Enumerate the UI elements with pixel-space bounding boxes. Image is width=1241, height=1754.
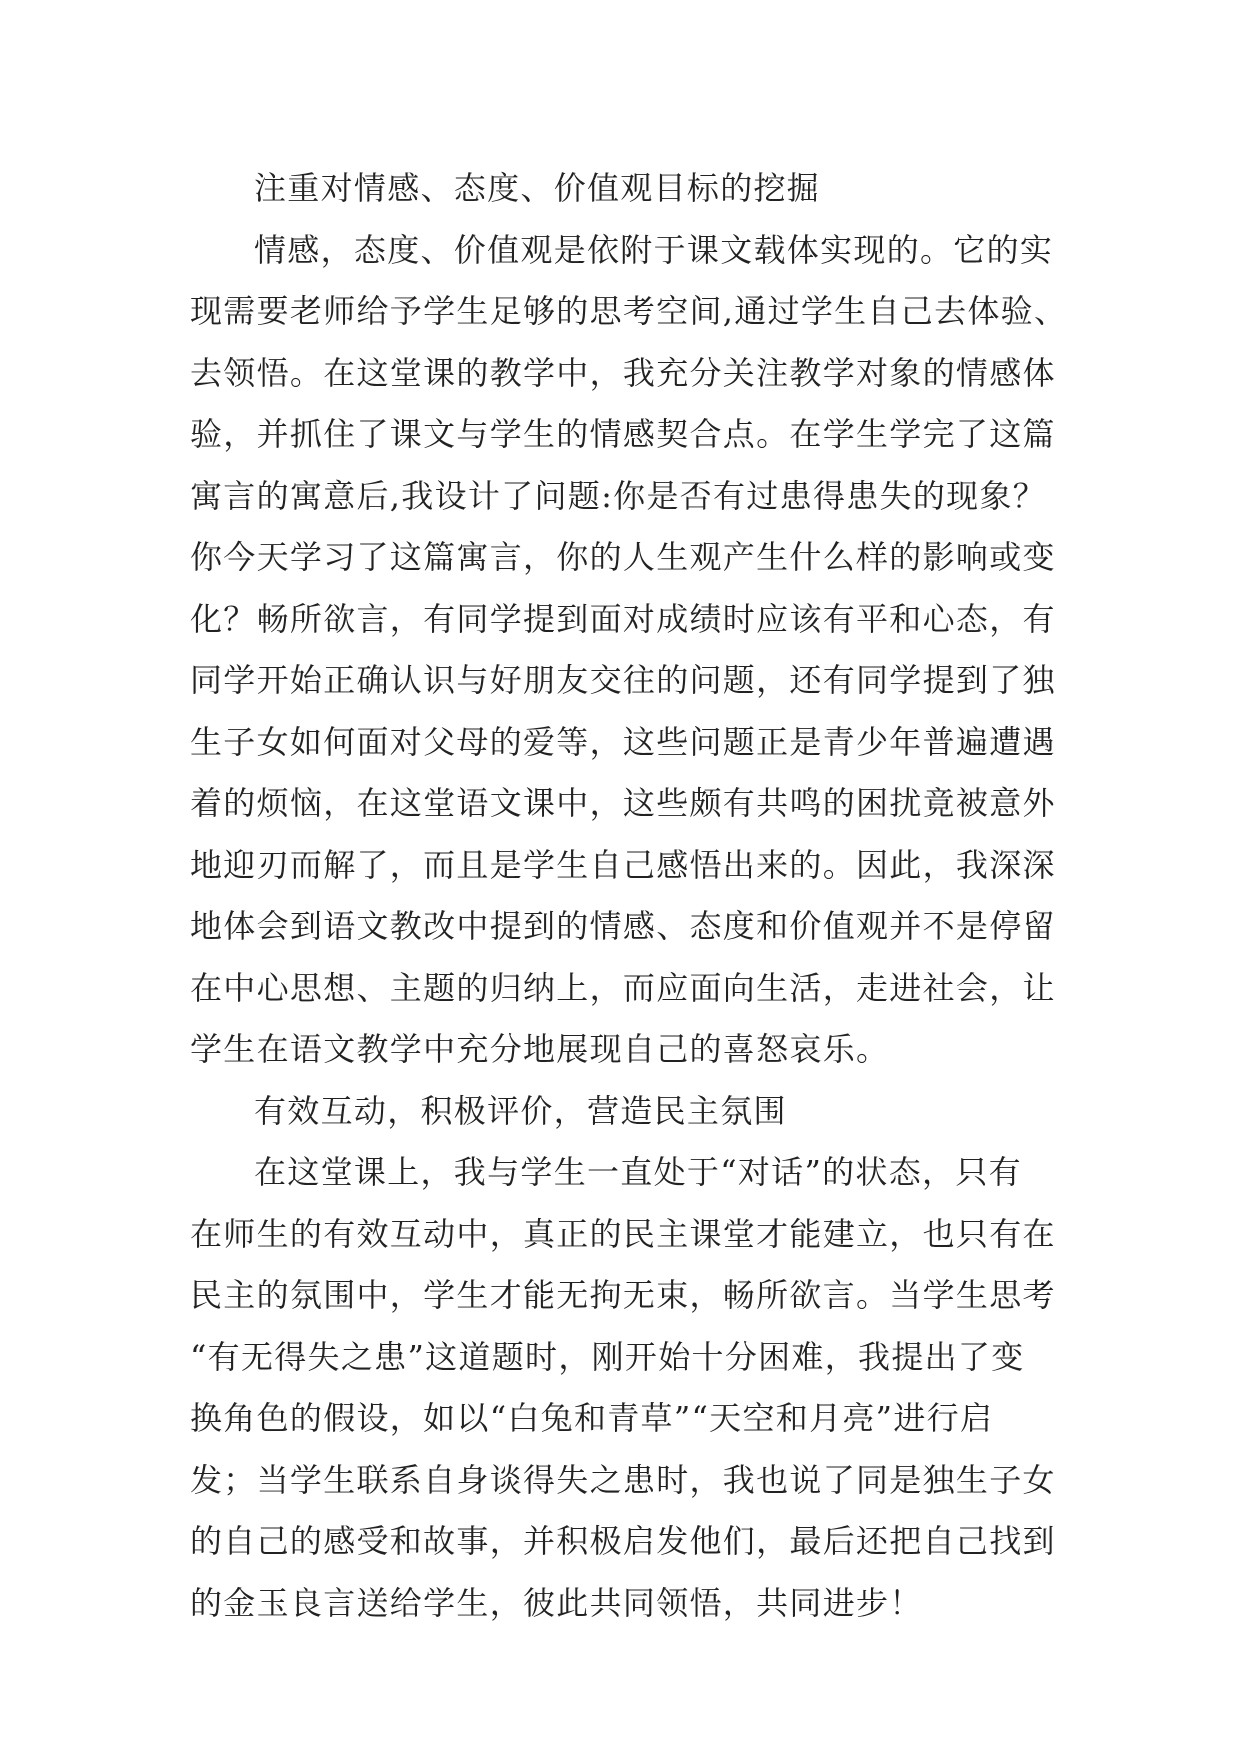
paragraph-line: 去领悟。在这堂课的教学中，我充分关注教学对象的情感体 [190, 353, 1056, 392]
paragraph-line: 验，并抓住了课文与学生的情感契合点。在学生学完了这篇 [190, 415, 1056, 453]
paragraph-line: 着的烦恼，在这堂语文课中，这些颇有共鸣的困扰竟被意外 [190, 784, 1056, 822]
section-heading-emotion: 注重对情感、态度、价值观目标的挖掘 [254, 169, 821, 207]
paragraph-line: 民主的氛围中，学生才能无拘无束，畅所欲言。当学生思考 [190, 1276, 1056, 1314]
paragraph-line: 换角色的假设，如以“白兔和青草”“天空和月亮”进行启 [190, 1399, 994, 1437]
paragraph-line: 在师生的有效互动中，真正的民主课堂才能建立，也只有在 [190, 1214, 1056, 1253]
paragraph-line: 同学开始正确认识与好朋友交往的问题，还有同学提到了独 [190, 661, 1056, 699]
paragraph-line: 地体会到语文教改中提到的情感、态度和价值观并不是停留 [190, 907, 1056, 945]
paragraph-line: 地迎刃而解了，而且是学生自己感悟出来的。因此，我深深 [190, 845, 1056, 884]
paragraph-line: 情感，态度、价值观是依附于课文载体实现的。它的实 [254, 230, 1054, 269]
paragraph-line: 生子女如何面对父母的爱等，这些问题正是青少年普遍遭遇 [190, 722, 1056, 761]
paragraph-line: 在中心思想、主题的归纳上，而应面向生活，走进社会，让 [190, 968, 1056, 1007]
document-body [190, 158, 1100, 1634]
paragraph-line: 的自己的感受和故事，并积极启发他们，最后还把自己找到 [190, 1522, 1056, 1560]
paragraph-line: 学生在语文教学中充分地展现自己的喜怒哀乐。 [190, 1030, 890, 1068]
paragraph-line: 的金玉良言送给学生，彼此共同领悟，共同进步！ [190, 1583, 923, 1622]
paragraph-line: 化？畅所欲言，有同学提到面对成绩时应该有平和心态，有 [190, 599, 1056, 638]
paragraph-line: 你今天学习了这篇寓言，你的人生观产生什么样的影响或变 [190, 538, 1056, 576]
paragraph-line: 寓言的寓意后,我设计了问题:你是否有过患得患失的现象？ [190, 476, 1047, 515]
paragraph-line: 在这堂课上，我与学生一直处于“对话”的状态，只有 [254, 1153, 1022, 1191]
paragraph-line: “有无得失之患”这道题时，刚开始十分困难，我提出了变 [190, 1337, 1025, 1376]
section-heading-interaction: 有效互动，积极评价，营造民主氛围 [254, 1091, 787, 1130]
paragraph-line: 现需要老师给予学生足够的思考空间,通过学生自己去体验、 [190, 292, 1068, 330]
paragraph-line: 发；当学生联系自身谈得失之患时，我也说了同是独生子女 [190, 1460, 1056, 1499]
